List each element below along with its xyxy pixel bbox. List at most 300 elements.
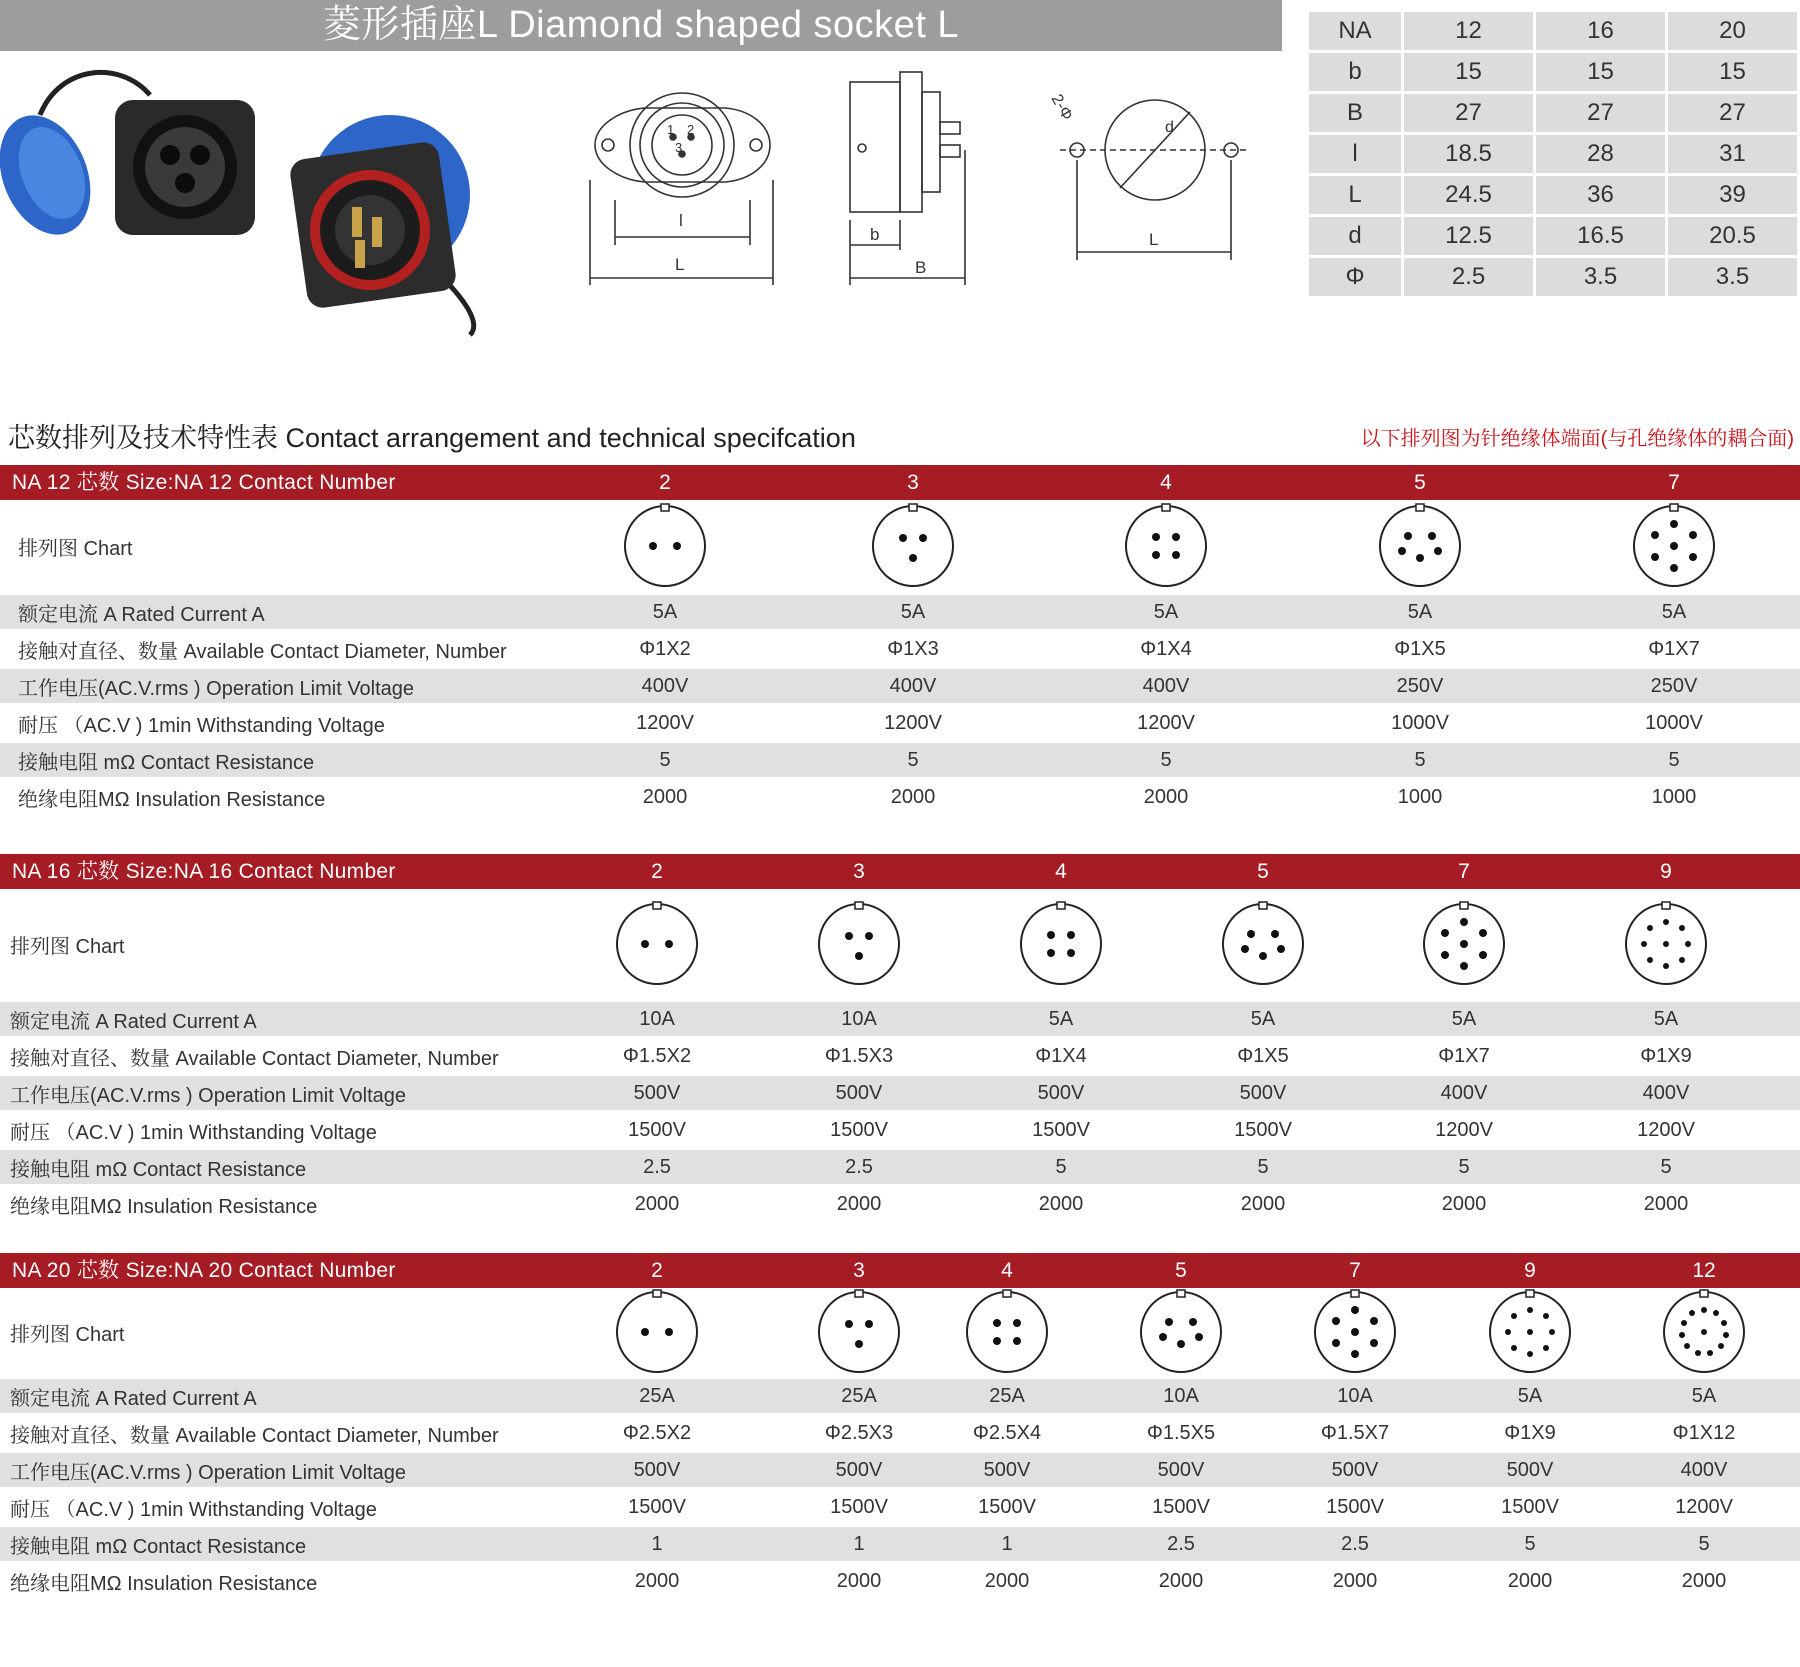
contact-pin (1707, 1350, 1713, 1356)
contact-pin (665, 1328, 673, 1336)
contact-pin (1067, 949, 1075, 957)
spec-value: Φ1X4 (1140, 637, 1192, 660)
chart-cell (615, 500, 715, 592)
contact-pin (1721, 1320, 1727, 1326)
dimension-value: 20 (1668, 12, 1797, 50)
contact-pin (1663, 919, 1669, 925)
contact-pin (1013, 1337, 1021, 1345)
drawing-label-b: b (870, 225, 880, 244)
contact-pin (641, 940, 649, 948)
chart-row (0, 1288, 1800, 1376)
contact-count: 5 (1257, 860, 1269, 883)
contact-pin (1527, 1307, 1533, 1313)
spec-value: 1500V (628, 1118, 686, 1141)
contact-arrangement-icon (1486, 1288, 1574, 1376)
contact-pin (1695, 1350, 1701, 1356)
contact-pin (1460, 940, 1468, 948)
contact-pin (1527, 1351, 1533, 1357)
contact-pin (1670, 542, 1678, 550)
dimension-row (1309, 217, 1797, 255)
spec-value: 5A (900, 600, 926, 623)
contact-pin (1351, 1350, 1359, 1358)
contact-count: 5 (1175, 1259, 1187, 1282)
contact-count: 4 (1001, 1259, 1013, 1282)
spec-row-diameter (0, 1039, 1800, 1073)
chart-cell (809, 889, 909, 999)
contact-count: 4 (1160, 471, 1172, 494)
dimension-value: 12.5 (1404, 217, 1533, 255)
contact-arrangement-icon (1122, 502, 1210, 590)
contact-pin (1651, 553, 1659, 561)
spec-value: 2.5 (643, 1155, 671, 1178)
contact-pin (1527, 1329, 1533, 1335)
contact-pin (1681, 1320, 1687, 1326)
chart-row (0, 500, 1800, 592)
dimension-row (1309, 12, 1797, 50)
contact-pin (1441, 929, 1449, 937)
spec-value: 2000 (1441, 1192, 1487, 1215)
spec-value: 5 (1414, 748, 1426, 771)
contact-pin (1152, 551, 1160, 559)
contact-pin (1647, 925, 1653, 931)
contact-pin (909, 554, 917, 562)
contact-pin (1159, 1333, 1167, 1341)
contact-pin (1651, 531, 1659, 539)
spec-value: 500V (983, 1458, 1031, 1481)
spec-value: Φ1.5X7 (1320, 1421, 1390, 1444)
contact-count: 2 (659, 471, 671, 494)
contact-count: 3 (853, 1259, 865, 1282)
spec-value: 500V (835, 1081, 883, 1104)
socket-photo-rear (288, 115, 470, 310)
chart-cell (957, 1288, 1057, 1376)
spec-value: 5A (1661, 600, 1687, 623)
dimension-label: Φ (1309, 258, 1401, 296)
spec-value: 1000V (1645, 711, 1703, 734)
drawing-label-l: l (679, 211, 683, 230)
contact-pin (1684, 1343, 1690, 1349)
spec-value: 1500V (830, 1495, 888, 1518)
dimension-label: d (1309, 217, 1401, 255)
spec-value: Φ1.5X5 (1146, 1421, 1216, 1444)
contact-pin (1679, 925, 1685, 931)
section-title: 芯数排列及技术特性表 Contact arrangement and technical specifcation (8, 423, 856, 453)
contact-pin (1177, 1340, 1185, 1348)
contact-pin (855, 1340, 863, 1348)
spec-value: 5 (659, 748, 671, 771)
dimension-value: 16.5 (1536, 217, 1665, 255)
spec-table-na16 (0, 854, 1800, 1221)
row-label: 工作电压(AC.V.rms ) Operation Limit Voltage (18, 677, 415, 700)
front-pin-label: 2 (687, 122, 695, 137)
chart-cell (1305, 1288, 1405, 1376)
spec-value: Φ1.5X2 (622, 1044, 692, 1067)
row-label: 耐压 （AC.V ) 1min Withstanding Voltage (10, 1498, 377, 1521)
dimension-value: 15 (1404, 53, 1533, 91)
spec-table-header (0, 854, 1800, 889)
spec-value: 1500V (1234, 1118, 1292, 1141)
dimension-table (1306, 9, 1800, 299)
contact-arrangement-icon (815, 1288, 903, 1376)
row-label: 接触对直径、数量 Available Contact Diameter, Number (10, 1047, 499, 1070)
spec-row-withstand (0, 706, 1800, 740)
dust-cap-icon (0, 102, 107, 248)
spec-value: 1200V (1137, 711, 1195, 734)
spec-value: 10A (841, 1007, 877, 1030)
chart-cell (809, 1288, 909, 1376)
contact-pin (1067, 931, 1075, 939)
spec-value: 5A (1250, 1007, 1276, 1030)
row-label: 接触电阻 mΩ Contact Resistance (18, 751, 315, 774)
contact-pin (845, 1320, 853, 1328)
row-label: 绝缘电阻MΩ Insulation Resistance (18, 788, 326, 811)
page-title: 菱形插座L Diamond shaped socket L (0, 0, 1282, 51)
chart-cell (1116, 500, 1216, 592)
contact-pin (855, 952, 863, 960)
row-label: 工作电压(AC.V.rms ) Operation Limit Voltage (10, 1084, 407, 1107)
contact-pin (1398, 547, 1406, 555)
contact-pin (1679, 957, 1685, 963)
chart-cell (607, 889, 707, 999)
contact-pin (1416, 554, 1424, 562)
contact-arrangement-icon (613, 900, 701, 988)
spec-value: 2000 (634, 1569, 680, 1592)
contact-pin (1332, 1339, 1340, 1347)
contact-pin (1549, 1329, 1555, 1335)
contact-pin (1241, 945, 1249, 953)
dimension-value: 18.5 (1404, 135, 1533, 173)
front-pin-label: 3 (675, 140, 683, 155)
spec-value: 400V (641, 674, 689, 697)
dimension-label: B (1309, 94, 1401, 132)
spec-row-contact-res (0, 1527, 1800, 1561)
spec-value: 2000 (1643, 1192, 1689, 1215)
row-label: 绝缘电阻MΩ Insulation Resistance (10, 1195, 318, 1218)
spec-value: 2000 (1681, 1569, 1727, 1592)
spec-value: 10A (1163, 1384, 1199, 1407)
contact-pin (1689, 553, 1697, 561)
spec-value: 2000 (1332, 1569, 1378, 1592)
spec-value: Φ1X3 (887, 637, 939, 660)
spec-value: 2.5 (1167, 1532, 1195, 1555)
spec-value: 500V (1239, 1081, 1287, 1104)
row-label: 接触对直径、数量 Available Contact Diameter, Number (10, 1424, 499, 1447)
row-label: 额定电流 A Rated Current A (10, 1387, 257, 1410)
dimension-value: 36 (1536, 176, 1665, 214)
spec-value: 400V (1440, 1081, 1488, 1104)
spec-value: 2000 (642, 785, 688, 808)
spec-value: 2000 (1143, 785, 1189, 808)
spec-value: 5A (1517, 1384, 1543, 1407)
spec-value: 1000 (1397, 785, 1443, 808)
spec-value: 25A (639, 1384, 675, 1407)
spec-value: 5A (1407, 600, 1433, 623)
dimension-label: L (1309, 176, 1401, 214)
spec-row-insulation (0, 1187, 1800, 1221)
contact-pin (1505, 1329, 1511, 1335)
contact-pin (1689, 531, 1697, 539)
spec-value: 1500V (1501, 1495, 1559, 1518)
side-view-drawing (850, 72, 965, 285)
spec-table-na20 (0, 1253, 1800, 1598)
spec-row-voltage (0, 1453, 1800, 1487)
contact-pin (1370, 1317, 1378, 1325)
spec-row-voltage (0, 1076, 1800, 1110)
contact-pin (1689, 1310, 1695, 1316)
contact-pin (1271, 930, 1279, 938)
drawing-label-L: L (675, 255, 685, 274)
contact-pin (1479, 951, 1487, 959)
contact-arrangement-icon (1420, 900, 1508, 988)
chart-cell (863, 500, 963, 592)
product-photos (0, 55, 500, 345)
spec-value: 1200V (636, 711, 694, 734)
row-label: 耐压 （AC.V ) 1min Withstanding Voltage (10, 1121, 377, 1144)
chart-cell (1011, 889, 1111, 999)
contact-pin (1172, 533, 1180, 541)
contact-count: 2 (651, 1259, 663, 1282)
contact-pin (1460, 918, 1468, 926)
spec-value: 25A (989, 1384, 1025, 1407)
dimension-value: 2.5 (1404, 258, 1533, 296)
spec-value: 5 (1524, 1532, 1536, 1555)
spec-value: 5 (1160, 748, 1172, 771)
contact-pin (1679, 1332, 1685, 1338)
spec-row-contact-res (0, 1150, 1800, 1184)
spec-value: Φ1X2 (639, 637, 691, 660)
spec-table-title: NA 12 芯数 Size:NA 12 Contact Number (12, 471, 396, 494)
contact-count: 2 (651, 860, 663, 883)
contact-count: 12 (1692, 1259, 1716, 1282)
spec-value: 2000 (634, 1192, 680, 1215)
spec-value: 500V (1331, 1458, 1379, 1481)
contact-pin (1165, 1318, 1173, 1326)
spec-value: 1200V (1637, 1118, 1695, 1141)
spec-value: 2.5 (845, 1155, 873, 1178)
contact-pin (1718, 1343, 1724, 1349)
spec-value: 5A (1153, 600, 1179, 623)
contact-pin (1663, 941, 1669, 947)
spec-value: 5A (1653, 1007, 1679, 1030)
contact-pin (845, 932, 853, 940)
spec-row-withstand (0, 1490, 1800, 1524)
contact-pin (1543, 1313, 1549, 1319)
contact-pin (899, 534, 907, 542)
row-label: 接触电阻 mΩ Contact Resistance (10, 1158, 307, 1181)
dimension-value: 15 (1668, 53, 1797, 91)
chart-cell (1370, 500, 1470, 592)
spec-value: 1000V (1391, 711, 1449, 734)
dimension-drawings (575, 70, 1255, 300)
spec-value: 1 (853, 1532, 865, 1555)
contact-pin (1152, 533, 1160, 541)
contact-pin (1543, 1345, 1549, 1351)
dimension-value: 3.5 (1536, 258, 1665, 296)
contact-pin (1259, 952, 1267, 960)
contact-pin (1189, 1318, 1197, 1326)
contact-pin (919, 534, 927, 542)
contact-pin (1351, 1306, 1359, 1314)
chart-cell (1414, 889, 1514, 999)
contact-arrangement-icon (1219, 900, 1307, 988)
row-label: 绝缘电阻MΩ Insulation Resistance (10, 1572, 318, 1595)
spec-value: 500V (1157, 1458, 1205, 1481)
spec-value: 400V (1642, 1081, 1690, 1104)
spec-value: Φ1.5X3 (824, 1044, 894, 1067)
spec-value: 2000 (836, 1192, 882, 1215)
chart-cell (1480, 1288, 1580, 1376)
contact-pin (1013, 1319, 1021, 1327)
spec-row-current (0, 595, 1800, 629)
row-label: 排列图 Chart (10, 935, 125, 958)
row-label: 额定电流 A Rated Current A (10, 1010, 257, 1033)
spec-value: Φ1X7 (1648, 637, 1700, 660)
contact-count: 7 (1349, 1259, 1361, 1282)
spec-value: Φ1X7 (1438, 1044, 1490, 1067)
spec-value: Φ2.5X2 (622, 1421, 692, 1444)
socket-photo-front (115, 100, 255, 235)
contact-count: 9 (1524, 1259, 1536, 1282)
spec-value: 5 (1055, 1155, 1067, 1178)
spec-row-current (0, 1379, 1800, 1413)
spec-row-insulation (0, 780, 1800, 814)
row-label: 工作电压(AC.V.rms ) Operation Limit Voltage (10, 1461, 407, 1484)
spec-value: 5A (1691, 1384, 1717, 1407)
drawing-label-holes: 2-Φ (1047, 91, 1076, 124)
contact-arrangement-icon (1311, 1288, 1399, 1376)
spec-value: 1000 (1651, 785, 1697, 808)
contact-count: 9 (1660, 860, 1672, 883)
spec-value: 10A (639, 1007, 675, 1030)
contact-pin (1047, 931, 1055, 939)
dimension-value: 12 (1404, 12, 1533, 50)
spec-row-withstand (0, 1113, 1800, 1147)
spec-value: 2000 (984, 1569, 1030, 1592)
spec-value: 25A (841, 1384, 877, 1407)
drawing-label-B: B (915, 258, 927, 277)
spec-value: 1200V (884, 711, 942, 734)
spec-value: 5A (1451, 1007, 1477, 1030)
front-pin-label: 1 (667, 122, 675, 137)
chart-cell (1213, 889, 1313, 999)
spec-value: 500V (1506, 1458, 1554, 1481)
dimension-value: 16 (1536, 12, 1665, 50)
spec-value: 1 (1001, 1532, 1013, 1555)
contact-arrangement-icon (621, 502, 709, 590)
arrangement-note: 以下排列图为针绝缘体端面(与孔绝缘体的耦合面) (1360, 428, 1794, 450)
spec-value: 250V (1396, 674, 1444, 697)
chart-cell (1616, 889, 1716, 999)
chart-cell (1654, 1288, 1754, 1376)
contact-pin (993, 1319, 1001, 1327)
spec-table-title: NA 16 芯数 Size:NA 16 Contact Number (12, 860, 396, 883)
spec-value: 2000 (890, 785, 936, 808)
dimension-value: 20.5 (1668, 217, 1797, 255)
contact-count: 3 (853, 860, 865, 883)
contact-pin (1713, 1310, 1719, 1316)
spec-value: 5 (1660, 1155, 1672, 1178)
drawing-label-panel-L: L (1149, 230, 1159, 249)
spec-row-current (0, 1002, 1800, 1036)
drawing-label-d: d (1165, 119, 1174, 136)
contact-pin (1670, 564, 1678, 572)
contact-arrangement-icon (1017, 900, 1105, 988)
spec-value: 500V (633, 1458, 681, 1481)
contact-pin (1434, 547, 1442, 555)
contact-pin (1460, 962, 1468, 970)
spec-value: Φ1X9 (1504, 1421, 1556, 1444)
dimension-value: 15 (1536, 53, 1665, 91)
spec-value: 5 (1458, 1155, 1470, 1178)
contact-pin (865, 932, 873, 940)
spec-value: 10A (1337, 1384, 1373, 1407)
spec-value: 1200V (1675, 1495, 1733, 1518)
contact-arrangement-icon (815, 900, 903, 988)
contact-pin (1647, 957, 1653, 963)
contact-pin (649, 542, 657, 550)
contact-pin (1641, 941, 1647, 947)
row-label: 接触对直径、数量 Available Contact Diameter, Number (18, 640, 507, 663)
spec-value: 5A (1048, 1007, 1074, 1030)
spec-value: 1200V (1435, 1118, 1493, 1141)
spec-value: Φ1X5 (1237, 1044, 1289, 1067)
spec-value: 5 (1257, 1155, 1269, 1178)
contact-pin (1441, 951, 1449, 959)
row-label: 耐压 （AC.V ) 1min Withstanding Voltage (18, 714, 385, 737)
contact-pin (1351, 1328, 1359, 1336)
contact-pin (1370, 1339, 1378, 1347)
spec-row-diameter (0, 1416, 1800, 1450)
contact-pin (673, 542, 681, 550)
spec-value: Φ1X12 (1672, 1421, 1736, 1444)
row-label: 接触电阻 mΩ Contact Resistance (10, 1535, 307, 1558)
contact-arrangement-icon (1376, 502, 1464, 590)
contact-pin (1195, 1333, 1203, 1341)
contact-pin (1670, 520, 1678, 528)
contact-pin (865, 1320, 873, 1328)
contact-pin (1332, 1317, 1340, 1325)
contact-count: 7 (1458, 860, 1470, 883)
contact-arrangement-icon (1622, 900, 1710, 988)
contact-arrangement-icon (1137, 1288, 1225, 1376)
dimension-row (1309, 135, 1797, 173)
dimension-value: 28 (1536, 135, 1665, 173)
contact-pin (665, 940, 673, 948)
spec-value: 1 (651, 1532, 663, 1555)
spec-table-header (0, 1253, 1800, 1288)
dimension-value: 27 (1536, 94, 1665, 132)
chart-cell (607, 1288, 707, 1376)
contact-arrangement-icon (1630, 502, 1718, 590)
contact-pin (1047, 949, 1055, 957)
contact-arrangement-icon (869, 502, 957, 590)
spec-value: 1500V (978, 1495, 1036, 1518)
spec-value: 2000 (1158, 1569, 1204, 1592)
spec-value: 5 (907, 748, 919, 771)
contact-pin (1511, 1313, 1517, 1319)
spec-value: 250V (1650, 674, 1698, 697)
contact-pin (1511, 1345, 1517, 1351)
dimension-row (1309, 176, 1797, 214)
dimension-row (1309, 94, 1797, 132)
spec-table-header (0, 465, 1800, 500)
contact-pin (641, 1328, 649, 1336)
contact-pin (1277, 945, 1285, 953)
spec-value: 1500V (1326, 1495, 1384, 1518)
contact-pin (1663, 963, 1669, 969)
contact-pin (1404, 532, 1412, 540)
spec-value: 1500V (1152, 1495, 1210, 1518)
